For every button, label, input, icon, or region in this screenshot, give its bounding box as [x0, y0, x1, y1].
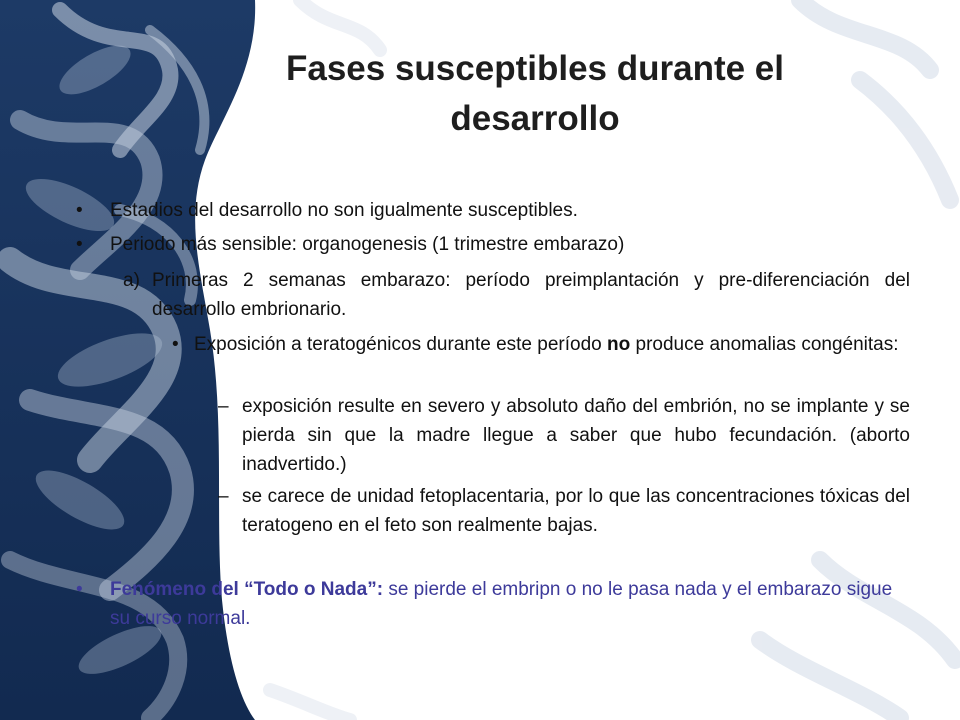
slide-title: Fases susceptibles durante el desarrollo — [286, 49, 784, 138]
sub-bullet-bold-word: no — [607, 334, 631, 355]
bullet-marker: • — [76, 200, 83, 221]
dash-text: exposición resulte en severo y absoluto daño del embrión, no se implante y se pierda sin que la madre llegue a saber que hubo fecundación. (aborto inadvertido.) — [242, 396, 910, 475]
final-bullet-rest: se pierde el embripn o no le pasa nada y el embarazo sigue su curso normal. — [110, 579, 893, 629]
sub-bullet-text-before: Exposición a teratogénicos durante este período — [194, 334, 607, 355]
dash-marker: – — [218, 396, 229, 417]
sub-bullet-text — [194, 330, 910, 359]
sub-bullet-marker: • — [172, 334, 179, 355]
bullet-text: Estadios del desarrollo no son igualmente susceptibles. — [110, 200, 578, 221]
sub-bullet-text-after: produce anomalias congénitas: — [630, 334, 899, 355]
bullet-marker: • — [76, 234, 83, 255]
sub-item-marker: a) — [123, 270, 140, 291]
final-bullet-text — [110, 575, 900, 633]
dash-marker: – — [218, 486, 229, 507]
final-bullet-bold: Fenómeno del “Todo o Nada”: — [110, 579, 384, 600]
bullet-text: Periodo más sensible: organogenesis (1 trimestre embarazo) — [110, 234, 625, 255]
final-bullet-marker: • — [76, 579, 83, 600]
dash-text: se carece de unidad fetoplacentaria, por lo que las concentraciones tóxicas del teratogeno en el feto son realmente bajas. — [242, 486, 910, 536]
sub-item-text: Primeras 2 semanas embarazo: período preimplantación y pre-diferenciación del desarrollo embrionario. — [152, 270, 910, 320]
